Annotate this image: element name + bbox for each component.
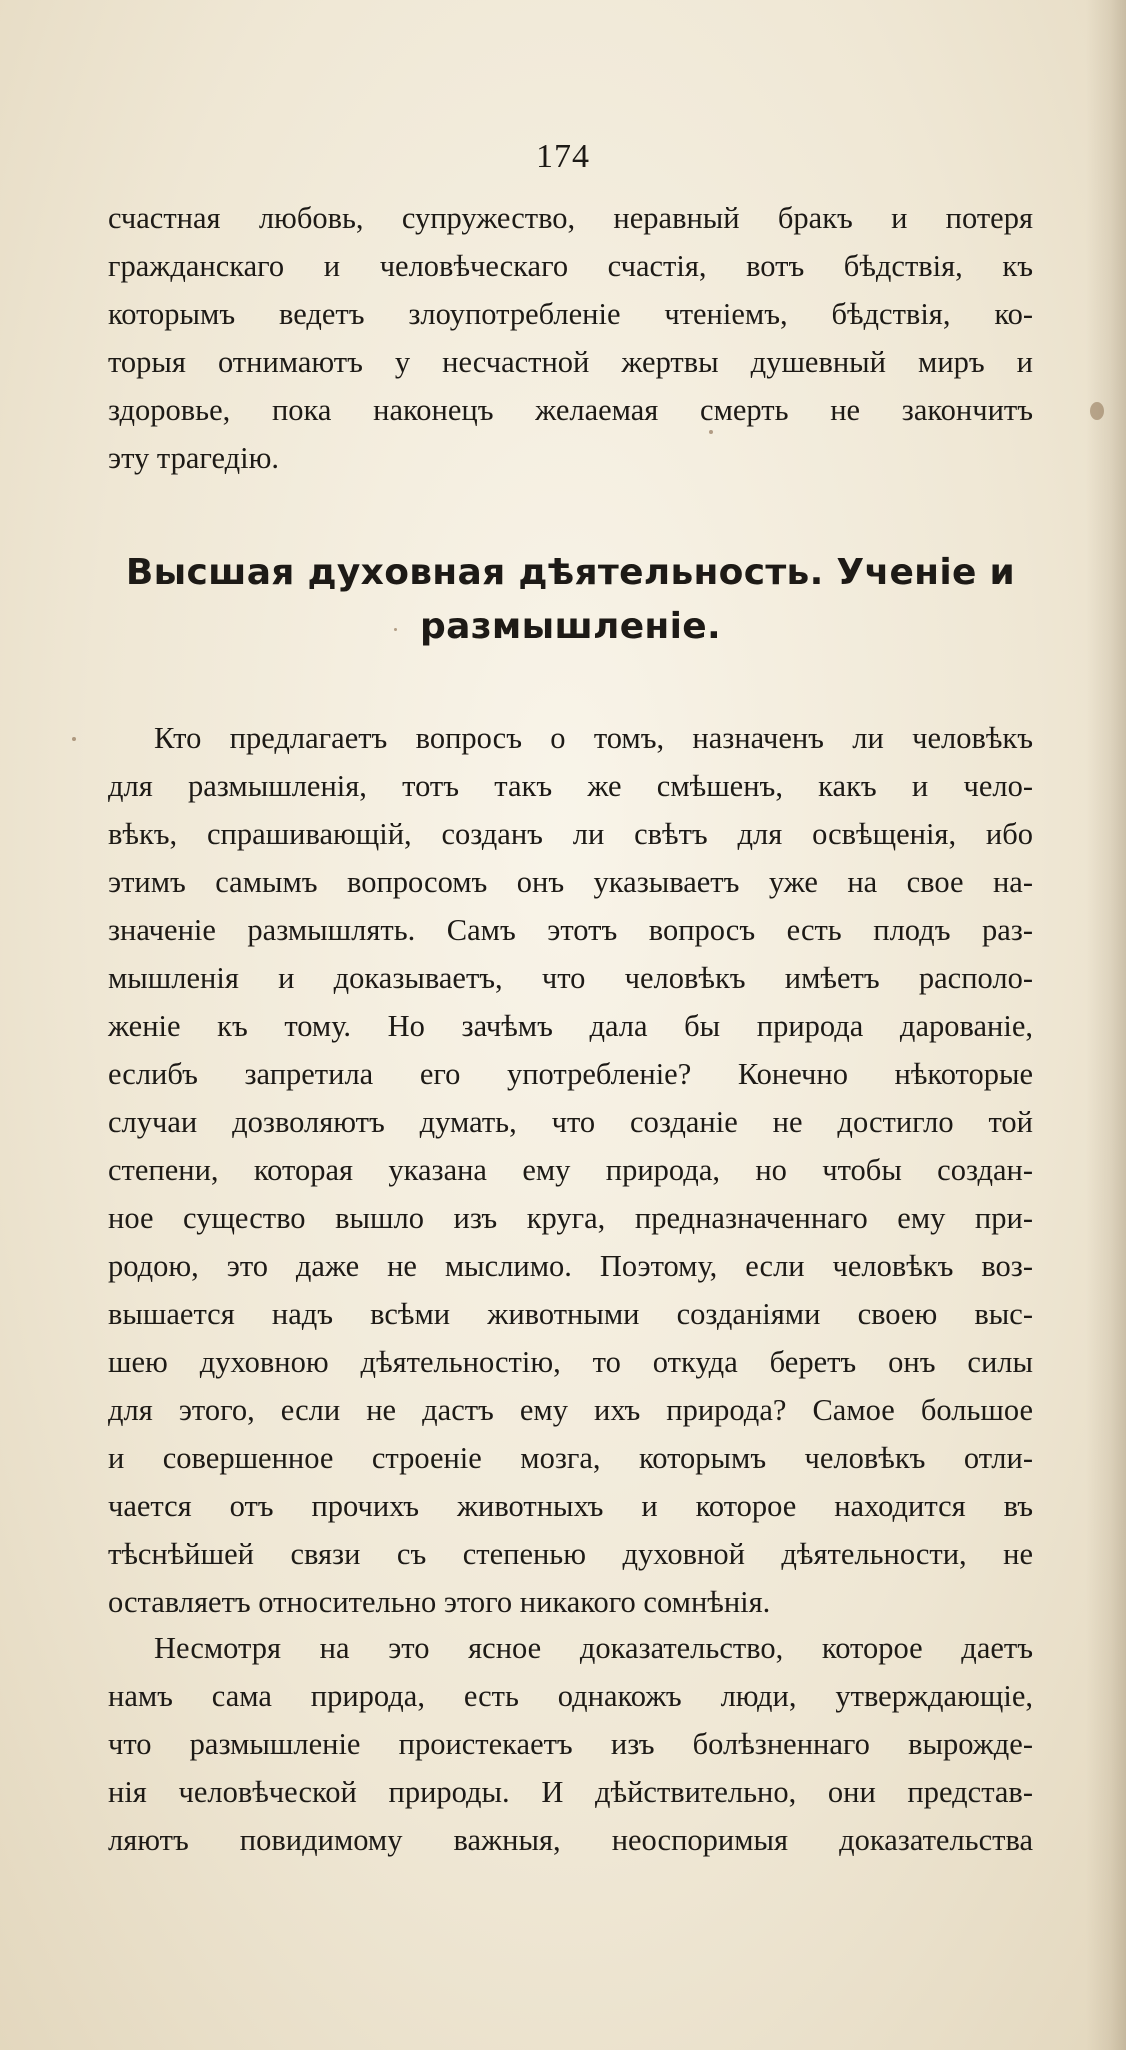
text-line: вѣкъ, спрашивающій, созданъ ли свѣтъ для освѣщенія, ибо — [108, 817, 1033, 851]
text-line: нія человѣческой природы. И дѣйствительно, они представ- — [108, 1775, 1033, 1809]
text-line: гражданскаго и человѣческаго счастія, вотъ бѣдствія, къ — [108, 249, 1033, 283]
text-line: которымъ ведетъ злоупотребленіе чтеніемъ, бѣдствія, ко- — [108, 297, 1033, 331]
text-line: значеніе размышлять. Самъ этотъ вопросъ есть плодъ раз- — [108, 913, 1033, 947]
heading-line: размышленіе. — [420, 606, 721, 647]
page-edge-shadow — [1086, 0, 1126, 2050]
text-line: и совершенное строеніе мозга, которымъ человѣкъ отли- — [108, 1441, 1033, 1475]
text-line: шею духовною дѣятельностію, то откуда беретъ онъ силы — [108, 1345, 1033, 1379]
text-line: торыя отнимаютъ у несчастной жертвы душевный миръ и — [108, 345, 1033, 379]
text-line: ляютъ повидимому важныя, неоспоримыя доказательства — [108, 1823, 1033, 1857]
text-line: счастная любовь, супружество, неравный бракъ и потеря — [108, 201, 1033, 235]
text-line: здоровье, пока наконецъ желаемая смерть не закончитъ — [108, 393, 1033, 427]
text-line: что размышленіе проистекаетъ изъ болѣзненнаго вырожде- — [108, 1727, 1033, 1761]
text-line: ное существо вышло изъ круга, предназначеннаго ему при- — [108, 1201, 1033, 1235]
text-line: тѣснѣйшей связи съ степенью духовной дѣятельности, не — [108, 1537, 1033, 1571]
paper-speck — [394, 628, 397, 631]
text-line: случаи дозволяютъ думать, что созданіе не достигло той — [108, 1105, 1033, 1139]
heading-line: Высшая духовная дѣятельность. Ученіе и — [125, 552, 1016, 593]
paragraph-2 — [108, 1624, 1033, 1864]
text-line: еслибъ запретила его употребленіе? Конечно нѣкоторые — [108, 1057, 1033, 1091]
section-heading — [108, 546, 1033, 654]
text-line: эту трагедію. — [108, 441, 280, 475]
text-line: вышается надъ всѣми животными созданіями своею выс- — [108, 1297, 1033, 1331]
text-line: Несмотря на это ясное доказательство, которое даетъ — [154, 1631, 1033, 1665]
text-line: для этого, если не дастъ ему ихъ природа? Самое большое — [108, 1393, 1033, 1427]
paper-speck — [72, 737, 76, 741]
paper-speck — [709, 430, 713, 434]
paper-speck — [1090, 402, 1104, 420]
text-line: чается отъ прочихъ животныхъ и которое находится въ — [108, 1489, 1033, 1523]
text-line: намъ сама природа, есть однакожъ люди, утверждающіе, — [108, 1679, 1033, 1713]
text-line: для размышленія, тотъ такъ же смѣшенъ, какъ и чело- — [108, 769, 1033, 803]
text-line: женіе къ тому. Но зачѣмъ дала бы природа дарованіе, — [108, 1009, 1033, 1043]
continued-paragraph — [108, 194, 1033, 482]
text-line: родою, это даже не мыслимо. Поэтому, если человѣкъ воз- — [108, 1249, 1033, 1283]
text-line: оставляетъ относительно этого никакого сомнѣнія. — [108, 1585, 771, 1619]
text-line: степени, которая указана ему природа, но чтобы создан- — [108, 1153, 1033, 1187]
paragraph-1 — [108, 714, 1033, 1626]
text-line: мышленія и доказываетъ, что человѣкъ имѣетъ располо- — [108, 961, 1033, 995]
text-line: этимъ самымъ вопросомъ онъ указываетъ уже на свое на- — [108, 865, 1033, 899]
page-number: 174 — [536, 138, 590, 175]
text-line: Кто предлагаетъ вопросъ о томъ, назначенъ ли человѣкъ — [154, 721, 1033, 755]
